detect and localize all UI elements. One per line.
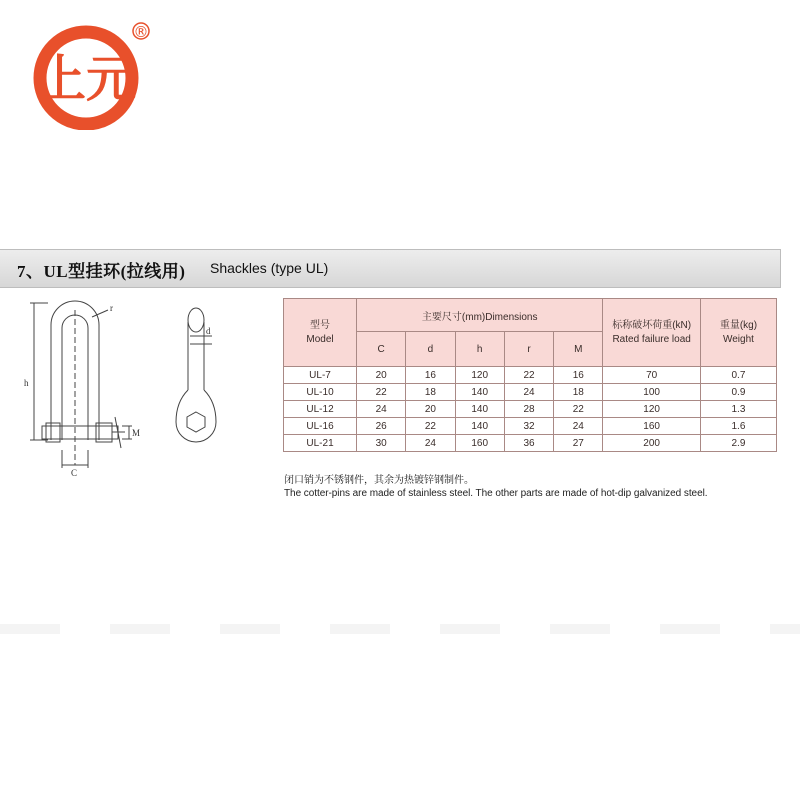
label-m: M xyxy=(132,428,141,438)
cell-d: 18 xyxy=(406,384,455,401)
cell-c: 30 xyxy=(357,435,406,452)
cell-d: 24 xyxy=(406,435,455,452)
cell-model: UL-7 xyxy=(284,367,357,384)
col-header-model: 型号 Model xyxy=(284,299,357,367)
col-header-r: r xyxy=(504,332,553,367)
cell-c: 24 xyxy=(357,401,406,418)
cell-weight: 1.6 xyxy=(700,418,776,435)
material-notes xyxy=(284,474,784,501)
shackle-bolt xyxy=(42,426,118,439)
label-r: r xyxy=(110,303,113,313)
cell-m: 27 xyxy=(554,435,603,452)
cell-model: UL-12 xyxy=(284,401,357,418)
cell-m: 16 xyxy=(554,367,603,384)
cell-r: 28 xyxy=(504,401,553,418)
col-header-c: C xyxy=(357,332,406,367)
section-header xyxy=(0,249,781,288)
table-row xyxy=(284,435,777,452)
cell-m: 24 xyxy=(554,418,603,435)
cell-load: 70 xyxy=(603,367,701,384)
label-c: C xyxy=(71,468,78,478)
col-header-dimensions: 主要尺寸(mm)Dimensions xyxy=(357,299,603,332)
cell-r: 22 xyxy=(504,367,553,384)
shackle-drawing xyxy=(0,290,240,480)
table-row xyxy=(284,401,777,418)
col-header-weight: 重量(kg) Weight xyxy=(700,299,776,367)
note-chinese: 闭口销为不锈钢件，其余为热镀锌钢制件。 xyxy=(284,475,474,486)
shackle-side-eye xyxy=(176,390,216,442)
table-row xyxy=(284,384,777,401)
cell-d: 16 xyxy=(406,367,455,384)
cell-h: 160 xyxy=(455,435,504,452)
col-header-h: h xyxy=(455,332,504,367)
col-header-d: d xyxy=(406,332,455,367)
cell-weight: 0.9 xyxy=(700,384,776,401)
company-logo xyxy=(26,20,156,130)
cell-weight: 0.7 xyxy=(700,367,776,384)
cell-load: 160 xyxy=(603,418,701,435)
cell-load: 120 xyxy=(603,401,701,418)
label-h: h xyxy=(24,378,29,388)
registered-mark: ® xyxy=(133,23,149,41)
cell-h: 140 xyxy=(455,384,504,401)
cell-load: 100 xyxy=(603,384,701,401)
cell-r: 36 xyxy=(504,435,553,452)
cell-d: 20 xyxy=(406,401,455,418)
cell-h: 140 xyxy=(455,418,504,435)
table-row xyxy=(284,418,777,435)
cell-r: 32 xyxy=(504,418,553,435)
cell-c: 26 xyxy=(357,418,406,435)
cell-weight: 1.3 xyxy=(700,401,776,418)
section-title: 7、UL型挂环(拉线用) xyxy=(17,262,186,281)
note-english: The cotter-pins are made of stainless steel. The other parts are made of hot-dip galvanized steel. xyxy=(284,488,708,499)
cell-weight: 2.9 xyxy=(700,435,776,452)
faint-divider xyxy=(0,624,800,634)
cell-load: 200 xyxy=(603,435,701,452)
cell-h: 140 xyxy=(455,401,504,418)
cell-m: 22 xyxy=(554,401,603,418)
cell-c: 22 xyxy=(357,384,406,401)
specification-table xyxy=(283,298,777,452)
cell-model: UL-16 xyxy=(284,418,357,435)
section-title-english: Shackles (type UL) xyxy=(210,260,329,276)
cell-h: 120 xyxy=(455,367,504,384)
cell-d: 22 xyxy=(406,418,455,435)
col-header-m: M xyxy=(554,332,603,367)
table-row xyxy=(284,367,777,384)
cell-r: 24 xyxy=(504,384,553,401)
cell-m: 18 xyxy=(554,384,603,401)
cell-model: UL-10 xyxy=(284,384,357,401)
cell-model: UL-21 xyxy=(284,435,357,452)
col-header-load: 标称破坏荷重(kN) Rated failure load xyxy=(603,299,701,367)
cell-c: 20 xyxy=(357,367,406,384)
logo-text: 上元 xyxy=(36,50,136,108)
label-d: d xyxy=(206,326,211,336)
